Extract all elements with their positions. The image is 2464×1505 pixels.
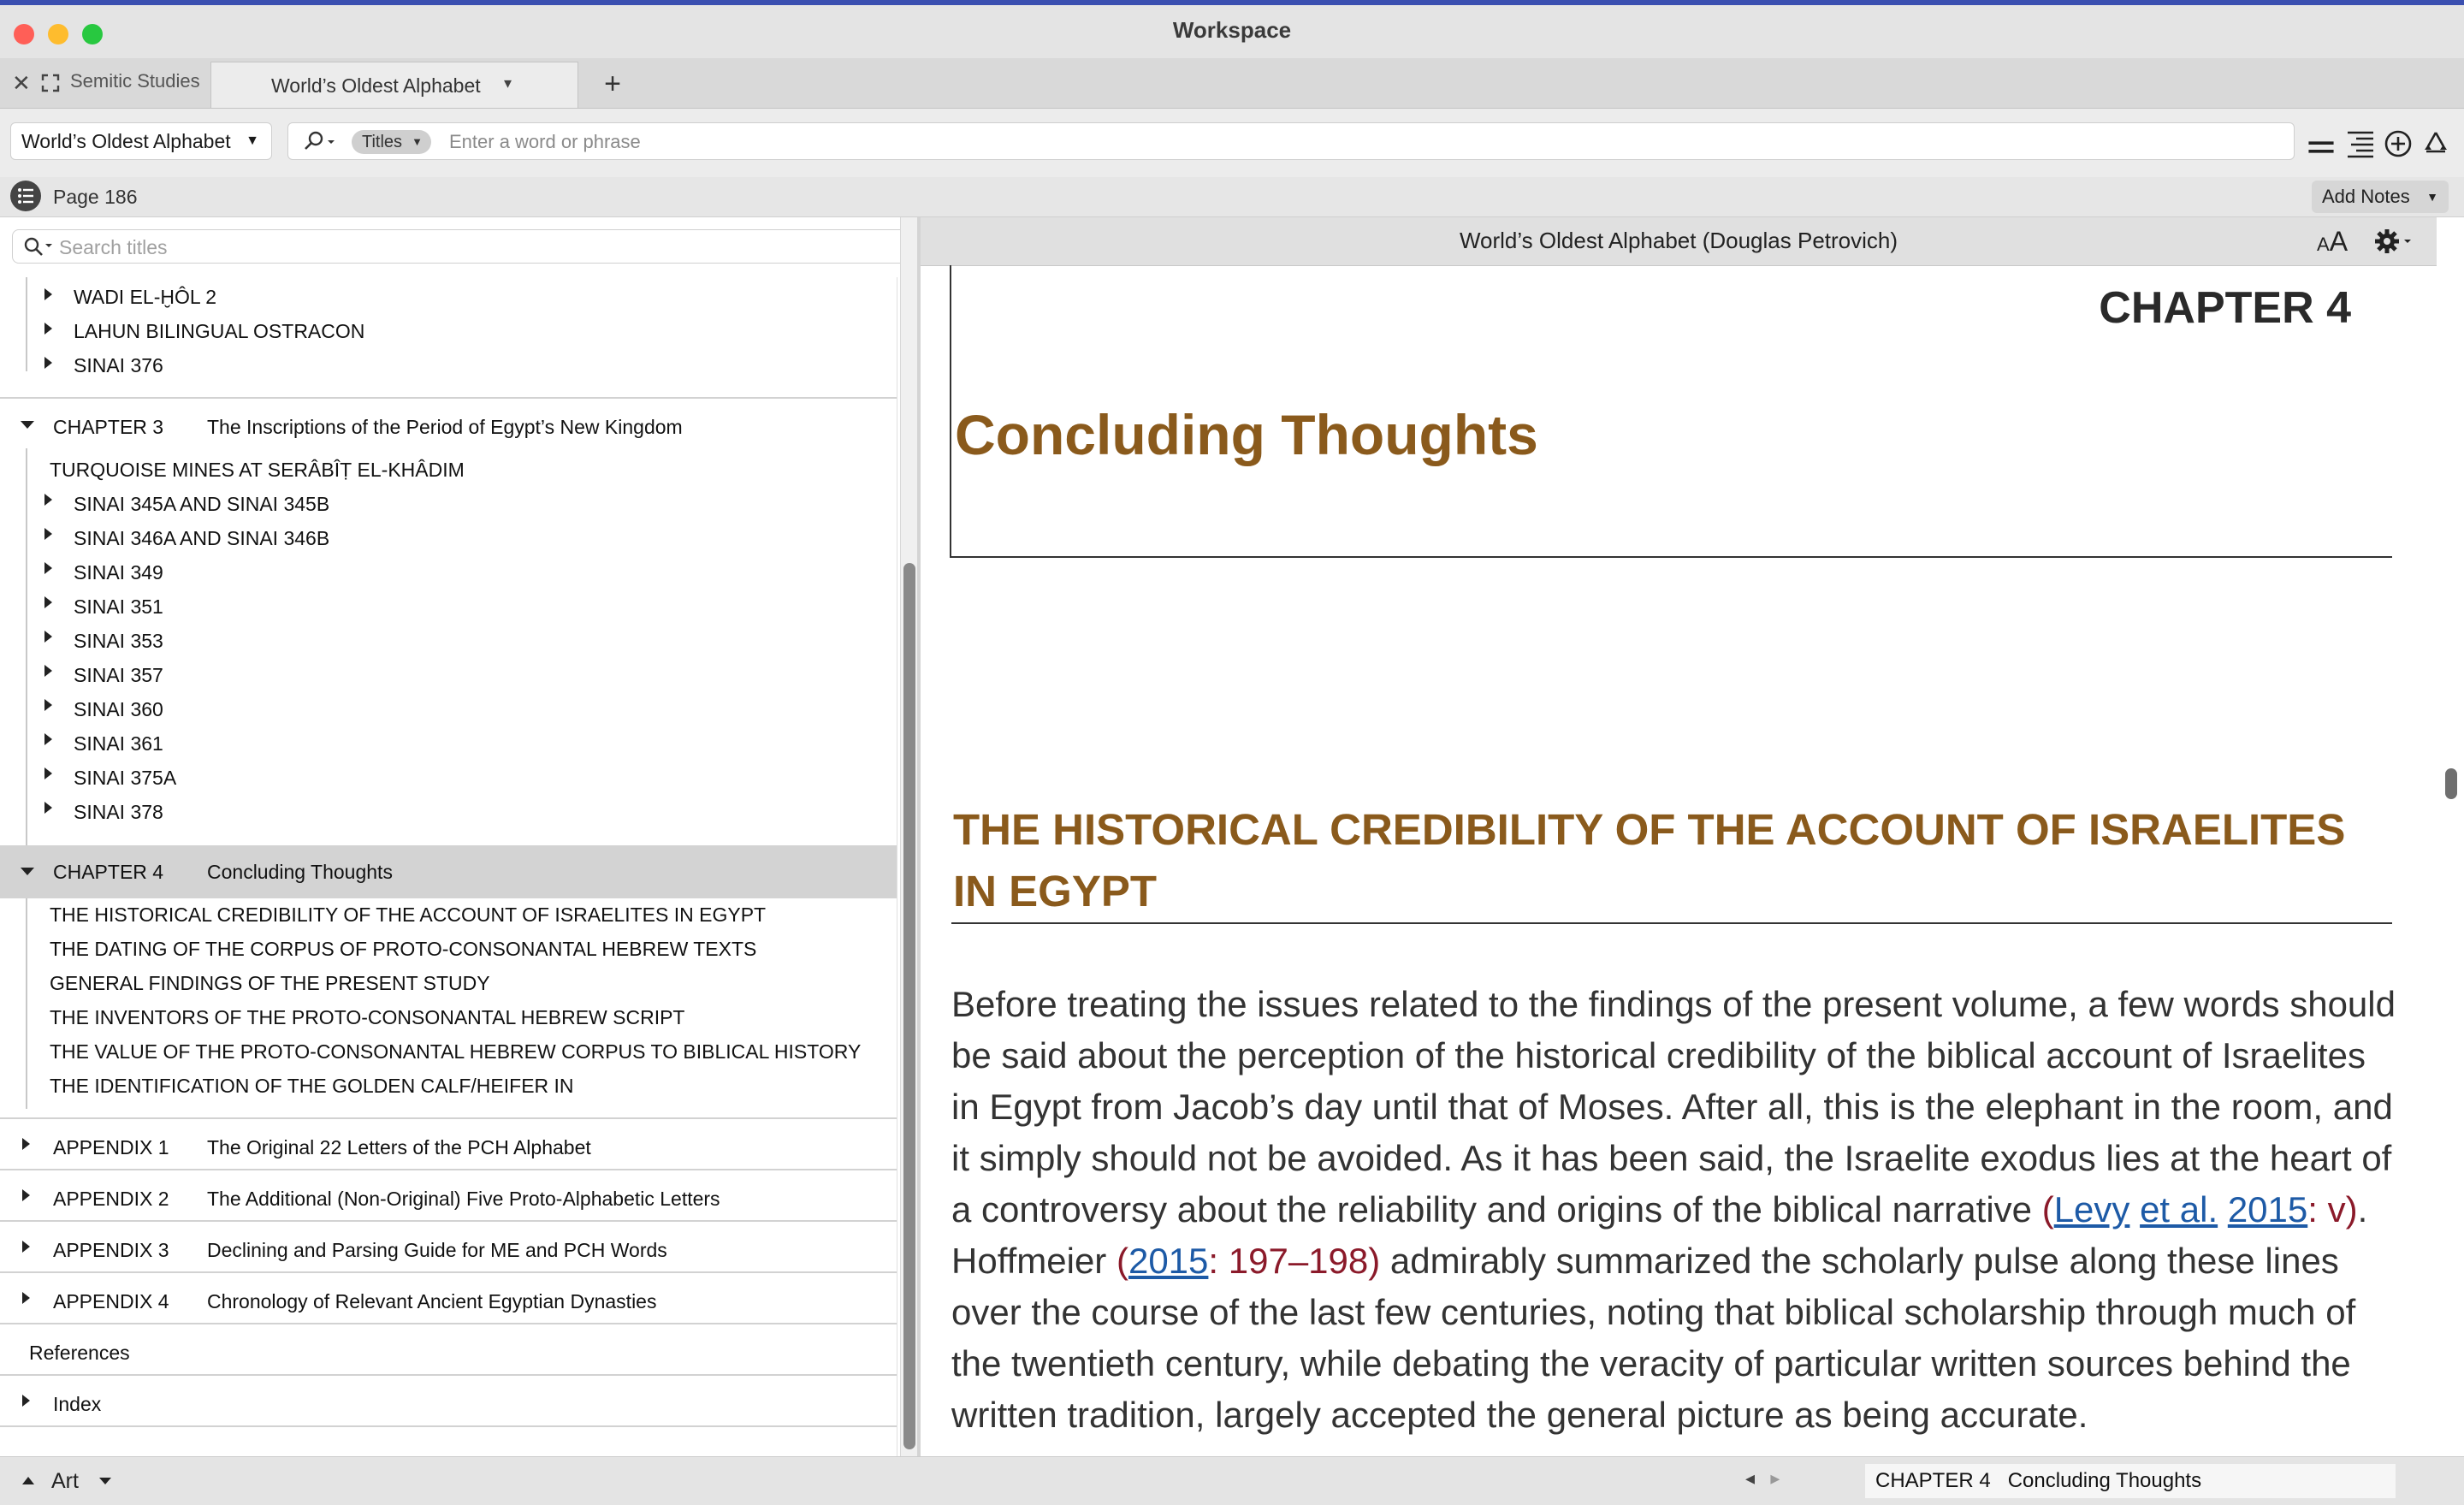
toc-item[interactable]: SINAI 360 (74, 698, 163, 720)
divider (0, 397, 897, 399)
toc-chapter-title[interactable]: Concluding Thoughts (207, 861, 393, 883)
toc-item[interactable]: THE IDENTIFICATION OF THE GOLDEN CALF/HEIFER IN (50, 1075, 574, 1097)
divider (0, 1220, 897, 1222)
chevron-down-icon[interactable] (98, 1476, 113, 1486)
toc-item[interactable]: SINAI 346A AND SINAI 346B (74, 527, 330, 549)
list-icon (10, 181, 41, 211)
expand-arrow-icon[interactable] (22, 1138, 30, 1150)
expand-arrow-icon[interactable] (44, 357, 52, 369)
search-icon (21, 235, 56, 259)
tree-guide-line (26, 898, 27, 1109)
toc-item[interactable]: SINAI 375A (74, 767, 177, 789)
status-bar (0, 1456, 2464, 1505)
toc-item[interactable]: GENERAL FINDINGS OF THE PRESENT STUDY (50, 972, 490, 994)
document-scrollbar-thumb[interactable] (2445, 768, 2457, 799)
text-size-icon[interactable]: AA (2317, 226, 2348, 257)
toc-item[interactable]: SINAI 357 (74, 664, 163, 686)
tree-guide-line (26, 277, 27, 371)
document-header (921, 217, 2437, 266)
tab-active[interactable] (210, 62, 578, 108)
paragraph-text: . Hoffmeier (951, 1189, 2368, 1281)
chapter-rule (951, 556, 2392, 558)
add-tab-button[interactable]: + (604, 68, 621, 100)
toc-chapter-title[interactable]: The Inscriptions of the Period of Egypt’s New Kingdom (207, 416, 683, 438)
tree-guide-line (26, 448, 27, 705)
toc-item[interactable]: SINAI 351 (74, 595, 163, 618)
toc-item[interactable]: SINAI 378 (74, 801, 163, 823)
expand-arrow-icon[interactable] (22, 1395, 30, 1407)
toc-scrollbar-thumb[interactable] (903, 563, 915, 1449)
toc-appendix-title[interactable]: Chronology of Relevant Ancient Egyptian Dynasties (207, 1290, 657, 1312)
reading-view-icon[interactable] (2307, 133, 2336, 162)
toc-pane (0, 217, 917, 1456)
search-box[interactable] (287, 122, 2295, 160)
fullscreen-icon[interactable] (41, 74, 60, 92)
next-icon[interactable]: ▸ (1770, 1467, 1780, 1489)
expand-arrow-icon[interactable] (44, 767, 52, 779)
citation-link[interactable]: 2015 (2227, 1189, 2308, 1229)
expand-arrow-icon[interactable] (44, 596, 52, 608)
toc-appendix-title[interactable]: Declining and Parsing Guide for ME and PCH Words (207, 1239, 667, 1261)
expand-arrow-icon[interactable] (22, 1189, 30, 1201)
recycle-icon[interactable] (2421, 129, 2450, 158)
window-title: Workspace (1172, 17, 1292, 43)
tab-bar (0, 58, 2464, 109)
document-scrollbar[interactable] (2440, 217, 2464, 1456)
toc-item[interactable]: SINAI 345A AND SINAI 345B (74, 493, 330, 515)
title-search-input[interactable] (57, 234, 831, 261)
tab-active-label: World’s Oldest Alphabet (271, 74, 481, 97)
toolbar (0, 109, 2464, 177)
toc-item[interactable]: THE HISTORICAL CREDIBILITY OF THE ACCOUNT OF ISRAELITES IN EGYPT (50, 904, 767, 926)
citation-pages: : 197–198) (1208, 1241, 1381, 1281)
citation-bracket: ( (1116, 1241, 1128, 1281)
add-circle-icon[interactable] (2384, 129, 2413, 158)
gear-icon[interactable] (2372, 226, 2413, 257)
toc-appendix-number[interactable]: APPENDIX 4 (53, 1290, 169, 1312)
expand-arrow-icon[interactable] (44, 733, 52, 745)
citation-link[interactable]: Levy (2053, 1189, 2130, 1229)
collapse-arrow-icon[interactable] (21, 421, 34, 429)
body-paragraph (951, 979, 2401, 1441)
toc-chapter-number[interactable]: CHAPTER 3 (53, 416, 164, 438)
toc-item[interactable]: SINAI 353 (74, 630, 163, 652)
toc-item[interactable]: LAHUN BILINGUAL OSTRACON (74, 320, 365, 342)
chevron-up-icon[interactable] (21, 1474, 36, 1486)
toc-item[interactable]: SINAI 361 (74, 732, 163, 755)
current-location[interactable] (1865, 1464, 2396, 1498)
expand-arrow-icon[interactable] (44, 288, 52, 300)
chevron-down-icon[interactable]: ▾ (504, 74, 512, 92)
expand-arrow-icon[interactable] (44, 802, 52, 814)
expand-arrow-icon[interactable] (44, 323, 52, 335)
expand-arrow-icon[interactable] (44, 631, 52, 643)
divider (0, 1425, 897, 1427)
divider (0, 1374, 897, 1376)
add-notes-label: Add Notes (2322, 186, 2410, 207)
toc-item[interactable]: THE DATING OF THE CORPUS OF PROTO-CONSONANTAL HEBREW TEXTS (50, 938, 757, 960)
table-of-contents-button[interactable] (10, 181, 41, 211)
toc-appendix-title[interactable]: The Original 22 Letters of the PCH Alphabet (207, 1136, 591, 1158)
search-scope-selector[interactable] (352, 130, 431, 154)
page-number: Page 186 (53, 186, 138, 208)
panel-selector-label[interactable]: Art (51, 1469, 79, 1493)
toc-references[interactable]: References (29, 1342, 130, 1364)
collapse-arrow-icon[interactable] (21, 868, 34, 875)
toc-index[interactable]: Index (53, 1393, 102, 1415)
toc-appendix-number[interactable]: APPENDIX 2 (53, 1188, 169, 1210)
chapter-frame-line (950, 265, 951, 558)
toc-item[interactable]: THE VALUE OF THE PROTO-CONSONANTAL HEBREW CORPUS TO BIBLICAL HISTORY (50, 1040, 862, 1063)
paragraph-text: admirably summarized the scholarly pulse along these lines over the course of the last few centuries, noting that biblical scholarship through much of the twentieth century, while debating the veracity of particular written sources behind the written tradition, largely accepted the general picture as being accurate. (951, 1241, 2356, 1435)
expand-arrow-icon[interactable] (44, 528, 52, 540)
citation-pages: : v) (2307, 1189, 2358, 1229)
citation-link[interactable]: et al. (2140, 1189, 2218, 1229)
page-row (0, 177, 2464, 217)
text-align-icon[interactable] (2346, 129, 2375, 158)
toc-chapter-number[interactable]: CHAPTER 4 (53, 861, 164, 883)
title-search-box[interactable] (12, 229, 910, 264)
toc-appendix-title[interactable]: The Additional (Non-Original) Five Proto-Alphabetic Letters (207, 1188, 720, 1210)
document-title: World’s Oldest Alphabet (Douglas Petrovich) (1459, 228, 1898, 253)
toc-item[interactable]: SINAI 376 (74, 354, 163, 376)
chapter-label: CHAPTER 4 (2099, 283, 2351, 333)
divider (0, 1271, 897, 1273)
navigation-arrows (1745, 1467, 1780, 1490)
toc-item[interactable]: THE INVENTORS OF THE PROTO-CONSONANTAL HEBREW SCRIPT (50, 1006, 685, 1028)
toc-item[interactable]: WADI EL-ḪÔL 2 (74, 286, 216, 308)
divider (0, 1169, 897, 1170)
chevron-down-icon: ▼ (412, 135, 424, 148)
search-input[interactable] (447, 128, 1734, 156)
search-scope-label: Titles (362, 133, 403, 151)
citation-bracket: ( (2041, 1189, 2054, 1229)
toc-item[interactable]: TURQUOISE MINES AT SERÂBÎṬ EL-KHÂDIM (50, 459, 465, 481)
title-bar (0, 0, 2464, 58)
expand-arrow-icon[interactable] (44, 562, 52, 574)
expand-arrow-icon[interactable] (44, 494, 52, 506)
toc-scrollbar[interactable] (900, 217, 918, 1456)
chevron-down-icon: ▼ (246, 133, 259, 148)
chevron-down-icon: ▼ (2426, 190, 2438, 204)
document-body (921, 265, 2437, 1456)
add-notes-button[interactable] (2312, 181, 2449, 213)
toc-item[interactable]: SINAI 349 (74, 561, 163, 584)
expand-arrow-icon[interactable] (44, 665, 52, 677)
toc-appendix-number[interactable]: APPENDIX 3 (53, 1239, 169, 1261)
expand-arrow-icon[interactable] (22, 1241, 30, 1253)
resource-selector-label: World’s Oldest Alphabet (21, 130, 231, 152)
previous-icon[interactable]: ◂ (1745, 1467, 1756, 1489)
resource-selector[interactable] (10, 122, 272, 160)
paragraph-text: Before treating the issues related to the findings of the present volume, a few words should be said about the perception of the historical credibility of the biblical account of Israelites in Egypt from Jacob’s day until that of Moses. After all, this is the elephant in the room, and it simply should not be avoided. As it has been said, the Israelite exodus lies at the heart of a controversy about the reliability and origins of the biblical narrative (951, 984, 2396, 1229)
divider (0, 1323, 897, 1324)
divider (0, 1117, 897, 1119)
chapter-title: Concluding Thoughts (955, 403, 1538, 466)
section-rule (951, 922, 2392, 924)
expand-arrow-icon[interactable] (44, 699, 52, 711)
toc-appendix-number[interactable]: APPENDIX 1 (53, 1136, 169, 1158)
close-tab-group-icon[interactable]: ✕ (12, 70, 31, 96)
tab-group-label[interactable]: Semitic Studies (70, 70, 200, 92)
location-chapter-title: Concluding Thoughts (2007, 1469, 2202, 1492)
search-icon[interactable] (302, 130, 336, 154)
expand-arrow-icon[interactable] (22, 1292, 30, 1304)
section-title: THE HISTORICAL CREDIBILITY OF THE ACCOUNT OF ISRAELITES IN EGYPT (953, 805, 2346, 915)
document-pane (921, 217, 2464, 1456)
citation-link[interactable]: 2015 (1128, 1241, 1209, 1281)
toc-tree (0, 277, 897, 1456)
location-chapter-number: CHAPTER 4 (1875, 1469, 1991, 1492)
